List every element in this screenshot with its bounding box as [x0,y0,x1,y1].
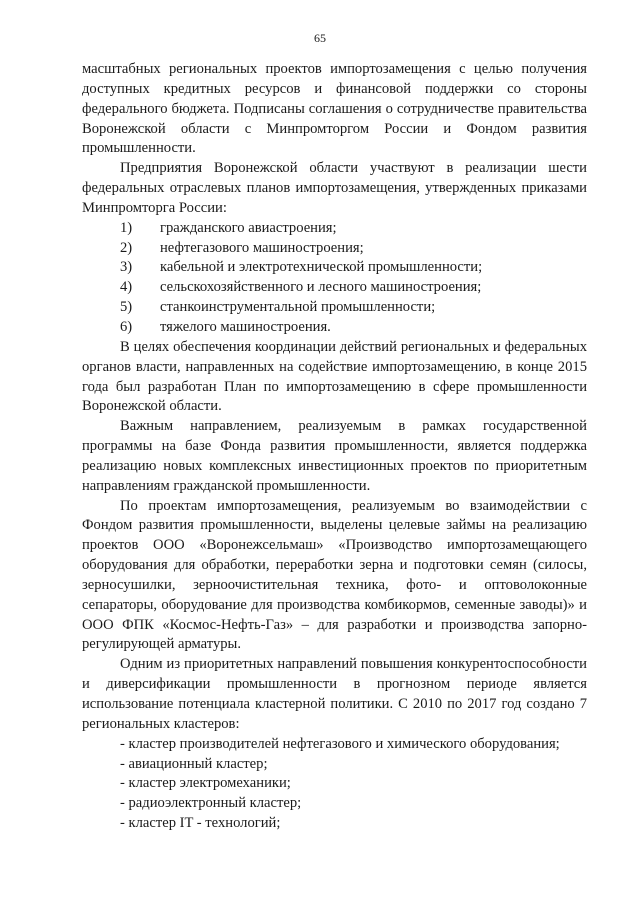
list-item-text: станкоинструментальной промышленности; [160,299,436,316]
document-body [82,60,587,834]
list-item [82,239,587,259]
paragraph-target-loans: По проектам импортозамещения, реализуемым во взаимодействии с Фондом развития промышленности, выделены целевые займы на реализацию проектов ООО «Воронежсельмаш» «Производство импортозамещающего оборудования для обработки, переработки зерна и подготовки семян (силосы, зерносушилки, зерноочистительная техника, фото- и оптоволоконные сепараторы, оборудование для производства комбикормов, семенные заводы)» и ООО ФПК «Космос-Нефть-Газ» – для разработки и производства запорно-регулирующей арматуры. [82,497,587,653]
list-item-text: тяжелого машиностроения. [160,318,331,335]
cluster-item: - кластер IT - технологий; [120,815,281,832]
list-item-number: 4) [120,279,133,296]
list-item [82,258,587,278]
list-item-text: кабельной и электротехнической промышленности; [160,259,483,276]
list-item-number: 5) [120,299,133,316]
page-number: 65 [314,31,326,45]
paragraph-projects-funding: масштабных региональных проектов импортозамещения с целью получения доступных кредитных ресурсов и финансовой поддержки со стороны федерального бюджета. Подписаны соглашения о сотрудничестве правительства Воронежской области с Минпромторгом России и Фондом развития промышленности. [82,61,587,157]
list-item [82,278,587,298]
list-item-text: гражданского авиастроения; [160,219,337,236]
list-item [82,219,587,239]
list-item-number: 6) [120,318,133,335]
clusters-list [82,735,587,834]
list-item [82,298,587,318]
paragraph-cluster-policy: Одним из приоритетных направлений повышения конкурентоспособности и диверсификации промышленности в прогнозном периоде является использование потенциала кластерной политики. С 2010 по 2017 год создано 7 региональных кластеров: [82,656,587,732]
list-item-number: 3) [120,259,133,276]
paragraph-coordination-plan: В целях обеспечения координации действий региональных и федеральных органов власти, направленных на содействие импортозамещению, в конце 2015 года был разработан План по импортозамещению в сфере промышленности Воронежской области. [82,338,587,415]
federal-plans-list [82,219,587,338]
list-item-text: нефтегазового машиностроения; [160,239,364,256]
cluster-item: - кластер производителей нефтегазового и химического оборудования; [120,735,560,752]
list-item [82,318,587,338]
cluster-item: - радиоэлектронный кластер; [120,795,302,812]
paragraph-federal-plans: Предприятия Воронежской области участвуют в реализации шести федеральных отраслевых планов импортозамещения, утвержденных приказами Минпромторга России: [82,160,587,216]
paragraph-state-program: Важным направлением, реализуемым в рамках государственной программы на базе Фонда развития промышленности, является поддержка реализацию новых комплексных инвестиционных проектов по приоритетным направлениям гражданской промышленности. [82,418,587,494]
cluster-item: - кластер электромеханики; [120,775,291,792]
list-item-number: 1) [120,219,133,236]
list-item-text: сельскохозяйственного и лесного машиностроения; [160,279,482,296]
cluster-item: - авиационный кластер; [120,755,268,772]
list-item-number: 2) [120,239,133,256]
